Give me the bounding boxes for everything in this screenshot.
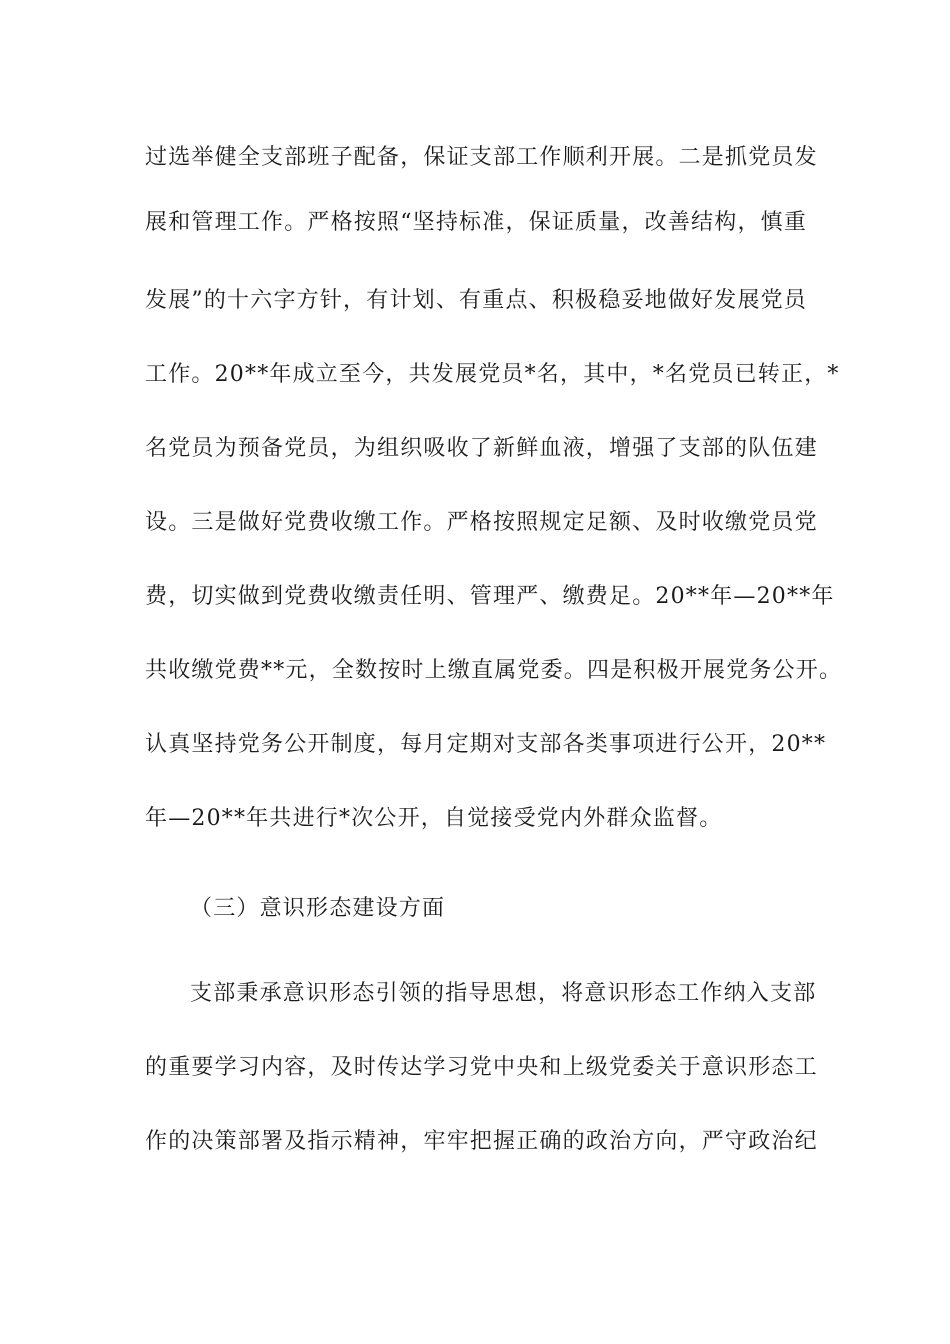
- section-line-1: 支部秉承意识形态引领的指导思想，将意识形态工作纳入支部: [190, 981, 817, 1006]
- body-line-4: 工作。20**年成立至今，共发展党员*名，其中，*名党员已转正，*: [145, 362, 840, 387]
- body-line-6: 设。三是做好党费收缴工作。严格按照规定足额、及时收缴党员党: [145, 510, 818, 535]
- section-line-2: 的重要学习内容，及时传达学习党中央和上级党委关于意识形态工: [145, 1055, 818, 1080]
- body-line-5: 名党员为预备党员，为组织吸收了新鲜血液，增强了支部的队伍建: [145, 436, 818, 461]
- body-line-3: 发展”的十六字方针，有计划、有重点、积极稳妥地做好发展党员: [145, 288, 808, 313]
- body-line-2: 展和管理工作。严格按照“坚持标准，保证质量，改善结构，慎重: [145, 210, 808, 235]
- body-line-8: 共收缴党费**元，全数按时上缴直属党委。四是积极开展党务公开。: [145, 658, 843, 683]
- body-line-9: 认真坚持党务公开制度，每月定期对支部各类事项进行公开，20**: [145, 732, 827, 757]
- section-line-3: 作的决策部署及指示精神，牢牢把握正确的政治方向，严守政治纪: [145, 1129, 818, 1154]
- body-line-7: 费，切实做到党费收缴责任明、管理严、缴费足。20**年—20**年: [145, 584, 835, 609]
- section-heading: （三）意识形态建设方面: [190, 896, 446, 921]
- body-line-10: 年—20**年共进行*次公开，自觉接受党内外群众监督。: [145, 806, 723, 831]
- body-line-1: 过选举健全支部班子配备，保证支部工作顺利开展。二是抓党员发: [145, 145, 818, 170]
